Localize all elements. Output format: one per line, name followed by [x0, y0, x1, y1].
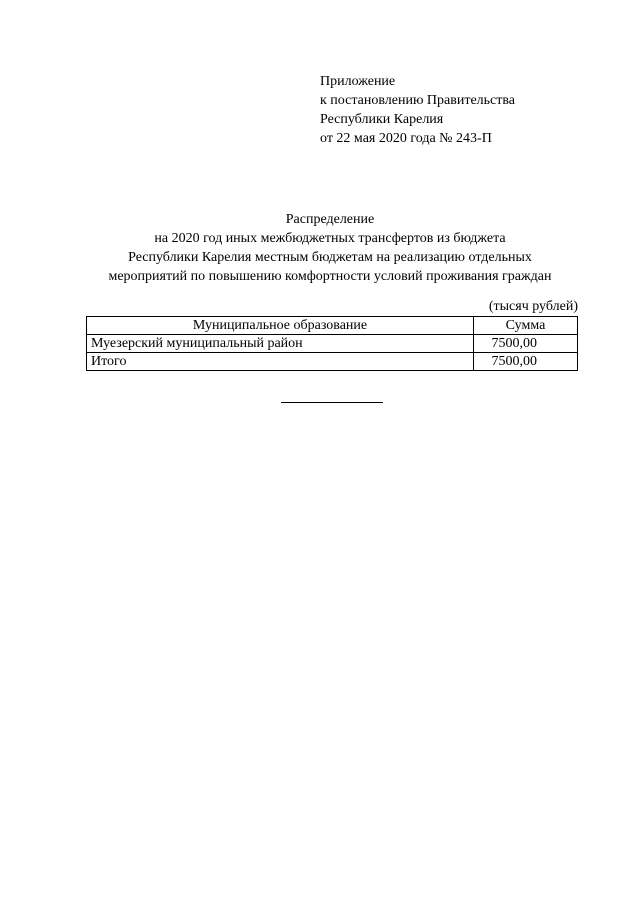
distribution-table: [86, 316, 578, 371]
annex-line: Приложение: [320, 74, 396, 89]
units-label: (тысяч рублей): [488, 299, 578, 314]
title-line: Республики Карелия местным бюджетам на реализацию отдельных: [128, 250, 532, 265]
annex-line: к постановлению Правительства: [320, 93, 516, 108]
cell-total-sum: 7500,00: [474, 353, 578, 371]
end-divider: [281, 402, 383, 403]
title-line: Распределение: [285, 212, 375, 227]
cell-sum: 7500,00: [474, 335, 578, 353]
table-row: [87, 335, 578, 353]
header-municipality: Муниципальное образование: [87, 317, 474, 335]
cell-municipality: Муезерский муниципальный район: [87, 335, 474, 353]
table-header-row: [87, 317, 578, 335]
title-line: мероприятий по повышению комфортности условий проживания граждан: [108, 269, 552, 284]
annex-block: [320, 72, 515, 148]
cell-total-label: Итого: [87, 353, 474, 371]
annex-line: от 22 мая 2020 года № 243-П: [320, 131, 492, 146]
table-row-total: [87, 353, 578, 371]
title-line: на 2020 год иных межбюджетных трансфертов из бюджета: [154, 231, 506, 246]
annex-line: Республики Карелия: [320, 112, 444, 127]
header-sum: Сумма: [474, 317, 578, 335]
document-title: [80, 210, 580, 286]
